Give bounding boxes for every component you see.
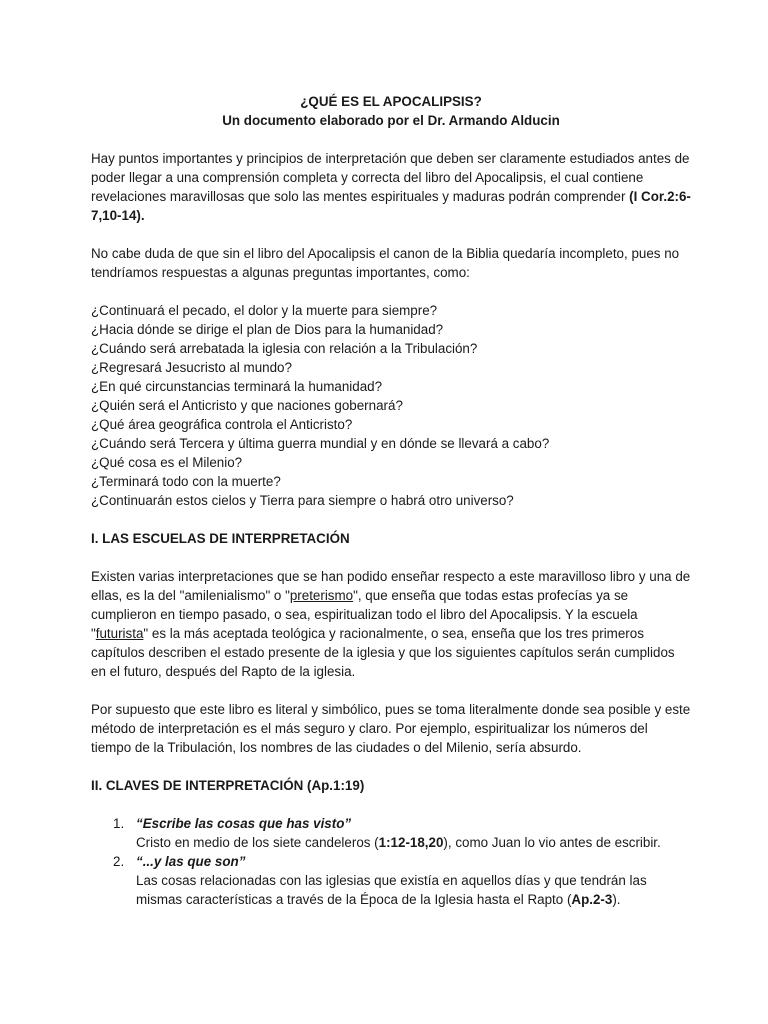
key-text: ), como Juan lo vio antes de escribir. [443,835,661,850]
list-item: ¿Cuándo será Tercera y última guerra mundial y en dónde se llevará a cabo? [91,436,550,451]
list-item: ¿En qué circunstancias terminará la humanidad? [91,379,383,394]
list-item: ¿Quién será el Anticristo y que naciones gobernará? [91,398,403,413]
questions-list [91,301,691,510]
section-heading-schools: I. LAS ESCUELAS DE INTERPRETACIÓN [91,531,350,546]
list-item: ¿Continuará el pecado, el dolor y la muerte para siempre? [91,303,438,318]
document-title: ¿QUÉ ES EL APOCALIPSIS? [300,94,482,109]
literal-paragraph: Por supuesto que este libro es literal y simbólico, pues se toma literalmente donde sea posible y este método de interpretación es el más seguro y claro. Por ejemplo, espiritualizar los números del tiempo de la Tribulación, los nombres de las ciudades o del Milenio, sería absurdo. [91,702,691,755]
document-body [91,92,691,909]
key-reference: 1:12-18,20 [378,835,444,850]
list-item: ¿Qué área geográfica controla el Anticristo? [91,417,353,432]
key-quote: “...y las que son” [136,854,246,869]
key-reference: Ap.2-3 [571,892,613,907]
paragraph-text: ", que enseña que todas estas profecías ya se cumplieron en tiempo pasado, o sea, espiritualizan todo el libro del Apocalipsis. Y la escuela " [91,588,638,641]
key-text: Cristo en medio de los siete candeleros ( [136,835,379,850]
list-item: ¿Cuándo será arrebatada la iglesia con relación a la Tribulación? [91,341,478,356]
list-item [91,814,691,852]
key-quote: “Escribe las cosas que has visto” [136,816,352,831]
key-description [136,833,691,852]
intro-paragraph [91,149,691,225]
list-item: ¿Regresará Jesucristo al mundo? [91,360,292,375]
list-item: ¿Continuarán estos cielos y Tierra para siempre o habrá otro universo? [91,493,514,508]
list-item: ¿Terminará todo con la muerte? [91,474,281,489]
list-item: ¿Qué cosa es el Milenio? [91,455,243,470]
intro-reference: (I Cor.2:6-7,10-14). [91,189,691,223]
list-number: 2. [113,854,125,869]
key-text: ). [612,892,621,907]
document-subtitle: Un documento elaborado por el Dr. Armando Alducin [222,113,560,128]
canon-paragraph: No cabe duda de que sin el libro del Apocalipsis el canon de la Biblia quedaría incompleto, pues no tendríamos respuestas a algunas preguntas importantes, como: [91,246,680,280]
list-number: 1. [113,816,125,831]
paragraph-text: " es la más aceptada teológica y racionalmente, o sea, enseña que los tres primeros capítulos describen el estado presente de la iglesia y que los siguientes capítulos serán cumplidos en el futuro, después del Rapto de la iglesia. [91,626,675,679]
futurista-term: futurista [95,626,144,641]
preterismo-term: preterismo [289,588,354,603]
keys-list [91,814,691,909]
paragraph-text: Existen varias interpretaciones que se han podido enseñar respecto a este maravilloso libro y una de ellas, es la del "amilenialismo" o " [91,569,691,603]
intro-text: Hay puntos importantes y principios de interpretación que deben ser claramente estudiados antes de poder llegar a una comprensión completa y correcta del libro del Apocalipsis, el cual contiene revelaciones maravillosas que solo las mentes espirituales y maduras podrán comprender [91,151,690,204]
list-item: ¿Hacia dónde se dirige el plan de Dios para la humanidad? [91,322,444,337]
key-description [136,871,691,909]
list-item [91,852,691,909]
section-heading-keys: II. CLAVES DE INTERPRETACIÓN (Ap.1:19) [91,778,365,793]
key-text: Las cosas relacionadas con las iglesias que existía en aquellos días y que tendrán las mismas características a través de la Época de la Iglesia hasta el Rapto ( [136,873,647,907]
schools-paragraph [91,567,691,681]
